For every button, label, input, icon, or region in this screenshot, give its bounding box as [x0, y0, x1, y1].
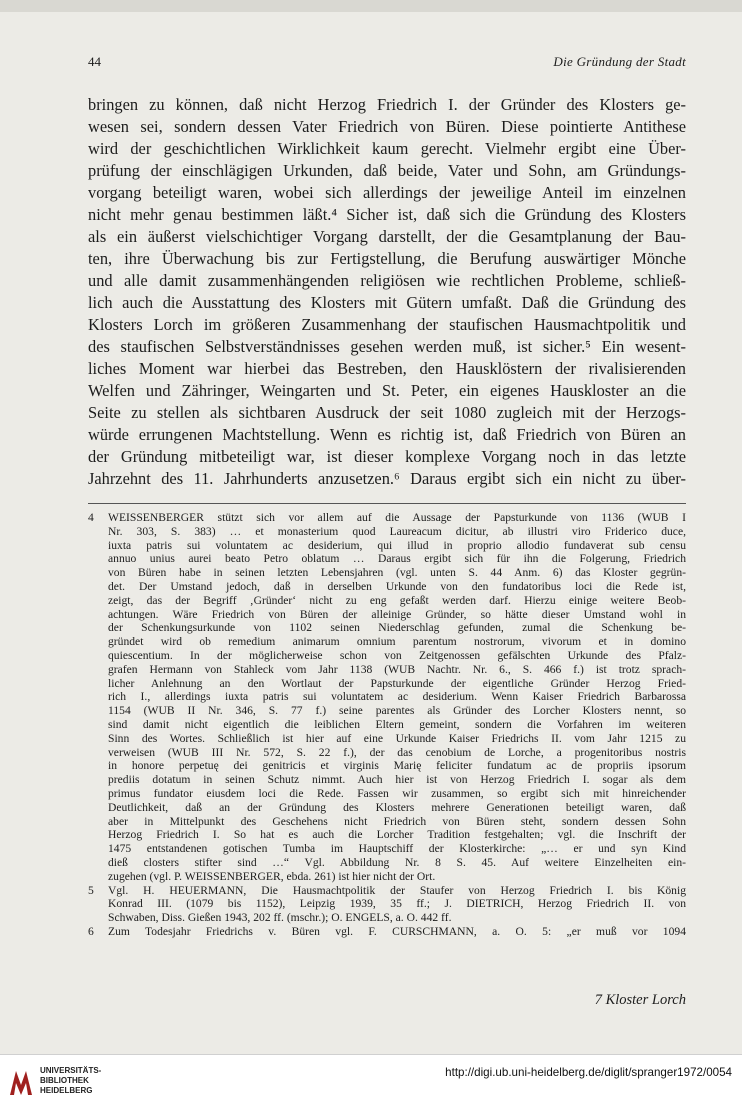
- footnote-line: Schwaben, Diss. Gießen 1943, 202 ff. (mschr.); O. ENGELS, a. O. 442 ff.: [108, 911, 452, 925]
- footnote-line: achtungen. Wäre Friedrich von Büren der alleinige Gründer, so hätte dieser Umstand wohl in: [108, 607, 686, 621]
- scan-edge: [0, 0, 742, 12]
- footnote-line: primus fundator eiusdem loci die Rede. Fassen wir zusammen, so ergibt sich mit hinreichender: [108, 786, 686, 800]
- footnote-line: Nr. 303, S. 383) … et monasterium quod Laureacum dicitur, ab illustri viro Friderico duce,: [108, 524, 686, 538]
- running-title: Die Gründung der Stadt: [553, 54, 686, 69]
- footnote-line: rich I., allerdings iuxta patris sui voluntatem ac desiderium. Wenn Kaiser Friedrich Barbarossa: [108, 690, 686, 704]
- footnote-6: [88, 925, 686, 939]
- footnote-line: sind damit nicht eigentlich die leiblichen Eltern gemeint, sondern die Vorfahren im weiteren: [108, 717, 686, 731]
- body-line: Jahrzehnt des 11. Jahrhunderts anzusetzen.⁶ Daraus ergibt sich ein nicht zu über-: [88, 469, 686, 488]
- body-line: Klosters Lorch im größeren Zusammenhang der staufischen Hausmachtpolitik und: [88, 315, 686, 334]
- page-header: [88, 54, 686, 74]
- body-line: des staufischen Selbstverständnisses gesehen werden muß, ist sicher.⁵ Ein wesent-: [88, 337, 686, 356]
- body-line: wesen sei, sondern dessen Vater Friedrich von Büren. Diese pointierte Antithese: [88, 117, 686, 136]
- footnote-line: Vgl. H. HEUERMANN, Die Hausmachtpolitik der Staufer von Herzog Friedrich I. bis König: [108, 883, 686, 897]
- logo-line: BIBLIOTHEK: [40, 1076, 89, 1085]
- footnote-line: iuxta patris sui voluntatem ac desiderium, qui illud in proprio allodio fundaverat sub censu: [108, 538, 686, 552]
- footnote-rule: [88, 503, 686, 504]
- footnote-line: von Büren habe in seinen letzten Lebensjahren (vgl. unten S. 44 Anm. 6) das Kloster gegrün-: [108, 566, 686, 580]
- footnote-line: Konrad III. (1079 bis 1152), Leipzig 1939, 35 ff.; J. DIETRICH, Herzog Friedrich II. von: [108, 897, 686, 911]
- body-line: wird der geschichtlichen Wirklichkeit kaum gerecht. Vielmehr ergibt eine Über-: [88, 139, 686, 158]
- footnotes: [88, 511, 686, 939]
- footnote-line: gründet wird ob remedium animarum omnium parentum nostrorum, vivorum et in domino: [108, 635, 686, 649]
- footnote-line: grafen Hermann von Stahleck vom Jahr 1138 (WUB Nachtr. Nr. 6., S. 466 f.) ist trotz sprach-: [108, 662, 686, 676]
- footnote-5: [88, 884, 686, 925]
- footnote-line: 1475 entstandenen gotischen Tumba im Hauptschiff der Klosterkirche: „… er und syn Kind: [108, 842, 686, 856]
- body-line: und alle damit zusammenhängenden religiösen wie rechtlichen Probleme, schließ-: [88, 271, 686, 290]
- footnote-line: zeigt, das der Begriff ‚Gründer‘ nicht zu eng gefaßt werden darf. Hierzu einige weitere Beob-: [108, 593, 686, 607]
- footnote-line: in honore perpetuę dei genitricis et virginis Marię feliciter fundatum ac de propriis ipsorum: [108, 759, 686, 773]
- footnote-line: Herzog Friedrich I. So hat es auch die Lorcher Tradition festgehalten; vgl. die Inschrift der: [108, 828, 686, 842]
- footnote-line: zugehen (vgl. P. WEISSENBERGER, ebda. 261) ist hier nicht der Ort.: [108, 869, 436, 883]
- logo-line: HEIDELBERG: [40, 1086, 93, 1095]
- body-line: Seite zu stellen als sichtbaren Ausdruck der seit 1080 zugleich mit der Herzogs-: [88, 403, 686, 422]
- body-line: Welfen und Zähringer, Weingarten und St. Peter, ein eigenes Hauskloster an die: [88, 381, 686, 400]
- body-line: lich auch die Ausstattung des Klosters mit Gütern umfaßt. Daß die Gründung des: [88, 293, 686, 312]
- footnote-line: Zum Todesjahr Friedrichs v. Büren vgl. F. CURSCHMANN, a. O. 5: „er muß vor 1094: [108, 924, 686, 938]
- footnote-line: 1154 (WUB II Nr. 346, S. 77 f.) seine parentes als Gründer des Lorcher Klosters nennt, so: [108, 704, 686, 718]
- body-text: [88, 94, 686, 490]
- footer-bar: [0, 1054, 742, 1113]
- footnote-line: det. Der Umstand jedoch, daß in derselben Urkunde von den fundatoribus loci die Rede ist,: [108, 579, 686, 593]
- footnote-line: aber in Mittelpunkt des Geschehens nicht Friedrich von Büren steht, sondern dessen Sohn: [108, 814, 686, 828]
- footnote-4: [88, 511, 686, 884]
- footnote-line: quiescentium. In der möglicherweise schon von Zeitgenossen gefälschten Urkunde des Pfalz-: [108, 648, 686, 662]
- library-logo-icon: [8, 1067, 34, 1097]
- body-line: bringen zu können, daß nicht Herzog Friedrich I. der Gründer des Klosters ge-: [88, 95, 686, 114]
- footnote-line: annuo unius aurei beato Petro oblatum … Daraus ergibt sich für ihn die Folgerung, Friedrich: [108, 552, 686, 566]
- footnote-number: 4: [88, 511, 94, 524]
- footnote-line: Deutlichkeit, daß an der Gründung des Klosters mehrere Generationen beteiligt waren, daß: [108, 800, 686, 814]
- footnote-line: WEISSENBERGER stützt sich vor allem auf die Aussage der Papsturkunde von 1136 (WUB I: [108, 511, 686, 524]
- source-url[interactable]: http://digi.ub.uni-heidelberg.de/diglit/spranger1972/0054: [445, 1066, 732, 1079]
- body-line: der Gründung mitbeteiligt war, ist dieser komplexe Vorgang noch in das letzte: [88, 447, 686, 466]
- body-line: ten, ihre Überwachung bis zur Fertigstellung, die Berufung auswärtiger Mönche: [88, 249, 686, 268]
- footnote-number: 6: [88, 924, 94, 938]
- page-number: 44: [88, 54, 101, 69]
- logo-line: UNIVERSITÄTS-: [40, 1066, 102, 1075]
- footnote-line: licher Anlehnung an den Wortlaut der Papsturkunde der eigentliche Gründer Herzog Fried-: [108, 676, 686, 690]
- body-line: liches Moment war hierbei das Bestreben, den Hausklöstern der rivalisierenden: [88, 359, 686, 378]
- body-line: würde errungenen Machtstellung. Wenn es richtig ist, daß Friedrich von Büren an: [88, 425, 686, 444]
- logo-shape: [10, 1071, 32, 1095]
- footnote-line: Sinn des Wortes. Schließlich ist hier auf eine Urkunde Kaiser Friedrichs II. vom Jahr 1215 zu: [108, 731, 686, 745]
- library-logo-text: [40, 1066, 101, 1096]
- body-line: vorgang beteiligt waren, wobei sich allerdings der jeweilige Anteil im einzelnen: [88, 183, 686, 202]
- body-line: prüfung der einschlägigen Urkunden, daß beide, Vater und Sohn, am Gründungs-: [88, 161, 686, 180]
- footnote-line: dieß closters stifter sind …“ Vgl. Abbildung Nr. 8 S. 45. Auf weitere Einzelheiten ein-: [108, 855, 686, 869]
- signature-mark: 7 Kloster Lorch: [594, 992, 686, 1008]
- footnote-line: der Schenkungsurkunde von 1102 seinen Niederschlag gefunden, zumal die Schenkung be-: [108, 621, 686, 635]
- footnote-line: prediis dotatum in seinen Schutz nimmt. Auch hier ist von Herzog Friedrich I. sogar als dem: [108, 773, 686, 787]
- body-line: nicht mehr genau bestimmen läßt.⁴ Sicher ist, daß sich die Gründung des Klosters: [88, 205, 686, 224]
- body-line: als ein äußerst vielschichtiger Vorgang darstellt, der die Gesamtplanung der Bau-: [88, 227, 686, 246]
- footnote-number: 5: [88, 883, 94, 897]
- footnote-line: verweisen (WUB III Nr. 572, S. 22 f.), der das cenobium de Lorche, a progenitoribus nostris: [108, 745, 686, 759]
